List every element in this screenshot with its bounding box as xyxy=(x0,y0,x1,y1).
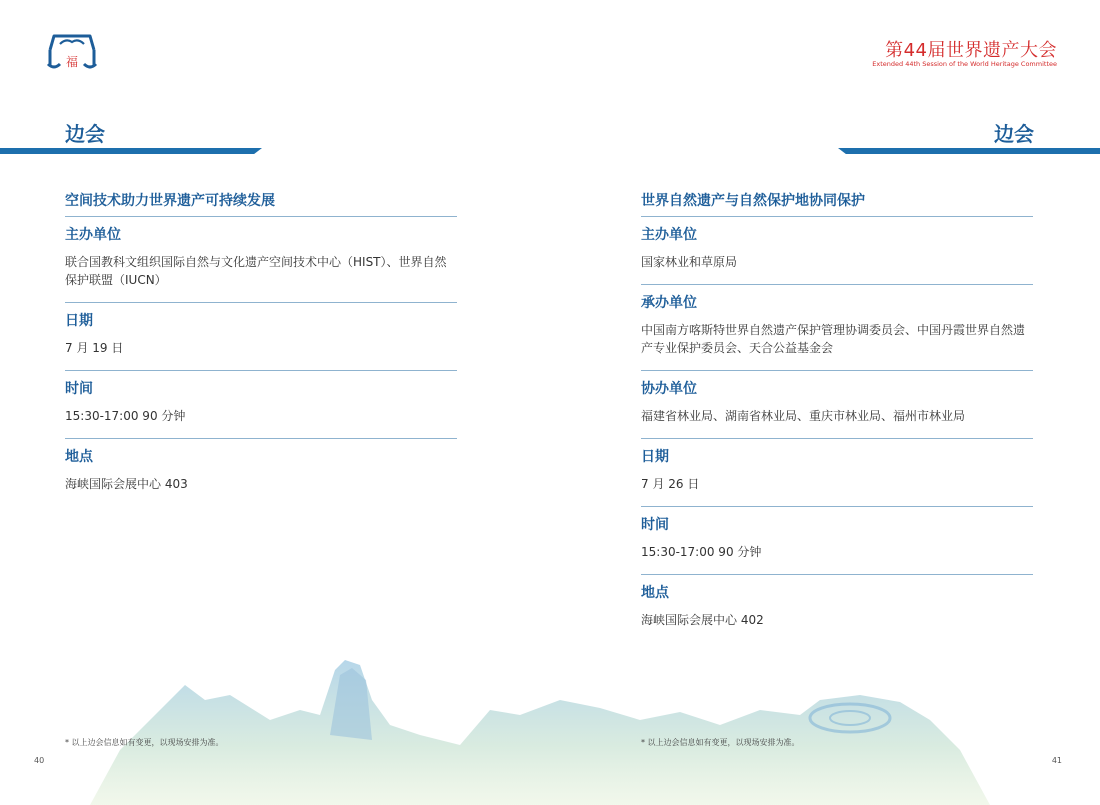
left-field-date xyxy=(65,310,457,371)
conference-subtitle: Extended 44th Session of the World Heritage Committee xyxy=(872,60,1057,68)
field-value: 福建省林业局、湖南省林业局、重庆市林业局、福州市林业局 xyxy=(641,409,966,423)
left-page-number: 40 xyxy=(34,756,45,765)
field-label: 时间 xyxy=(65,381,93,397)
right-event xyxy=(641,190,1033,649)
left-footnote: * 以上边会信息如有变更，以现场安排为准。 xyxy=(65,738,224,747)
left-field-organizer xyxy=(65,224,457,303)
field-value: 15:30-17:00 90 分钟 xyxy=(65,409,186,423)
right-title-bar xyxy=(838,148,1100,154)
right-section-title: 边会 xyxy=(994,122,1034,146)
conference-title: 第44届世界遗产大会 xyxy=(885,40,1057,61)
left-field-venue xyxy=(65,446,457,506)
left-field-time xyxy=(65,378,457,439)
logo-glyph: 福 xyxy=(65,55,79,69)
field-label: 地点 xyxy=(641,585,669,601)
conference-logo xyxy=(44,30,100,78)
field-value: 海峡国际会展中心 402 xyxy=(641,613,764,627)
field-label: 日期 xyxy=(641,449,669,465)
right-footnote: * 以上边会信息如有变更，以现场安排为准。 xyxy=(641,738,800,747)
right-event-title: 世界自然遗产与自然保护地协同保护 xyxy=(641,190,1033,217)
field-label: 协办单位 xyxy=(641,381,697,397)
landscape-illustration xyxy=(0,640,1100,805)
left-event-title: 空间技术助力世界遗产可持续发展 xyxy=(65,190,457,217)
left-event xyxy=(65,190,457,513)
field-value: 中国南方喀斯特世界自然遗产保护管理协调委员会、中国丹霞世界自然遗产专业保护委员会、天合公益基金会 xyxy=(641,323,1026,355)
right-field-venue xyxy=(641,582,1033,642)
right-page-number: 41 xyxy=(1051,756,1062,765)
field-label: 地点 xyxy=(65,449,93,465)
right-field-date xyxy=(641,446,1033,507)
field-label: 时间 xyxy=(641,517,669,533)
left-title-bar xyxy=(0,148,262,154)
field-value: 7 月 19 日 xyxy=(65,341,124,355)
field-value: 联合国教科文组织国际自然与文化遗产空间技术中心（HIST）、世界自然保护联盟（IUCN） xyxy=(65,255,447,287)
field-label: 日期 xyxy=(65,313,93,329)
field-label: 承办单位 xyxy=(641,295,697,311)
field-value: 海峡国际会展中心 403 xyxy=(65,477,188,491)
right-field-co-organizer xyxy=(641,378,1033,439)
left-section-title: 边会 xyxy=(65,122,105,146)
field-label: 主办单位 xyxy=(65,227,121,243)
field-value: 7 月 26 日 xyxy=(641,477,700,491)
right-field-organizer xyxy=(641,224,1033,285)
field-label: 主办单位 xyxy=(641,227,697,243)
right-field-time xyxy=(641,514,1033,575)
field-value: 15:30-17:00 90 分钟 xyxy=(641,545,762,559)
right-field-host xyxy=(641,292,1033,371)
field-value: 国家林业和草原局 xyxy=(641,255,738,269)
